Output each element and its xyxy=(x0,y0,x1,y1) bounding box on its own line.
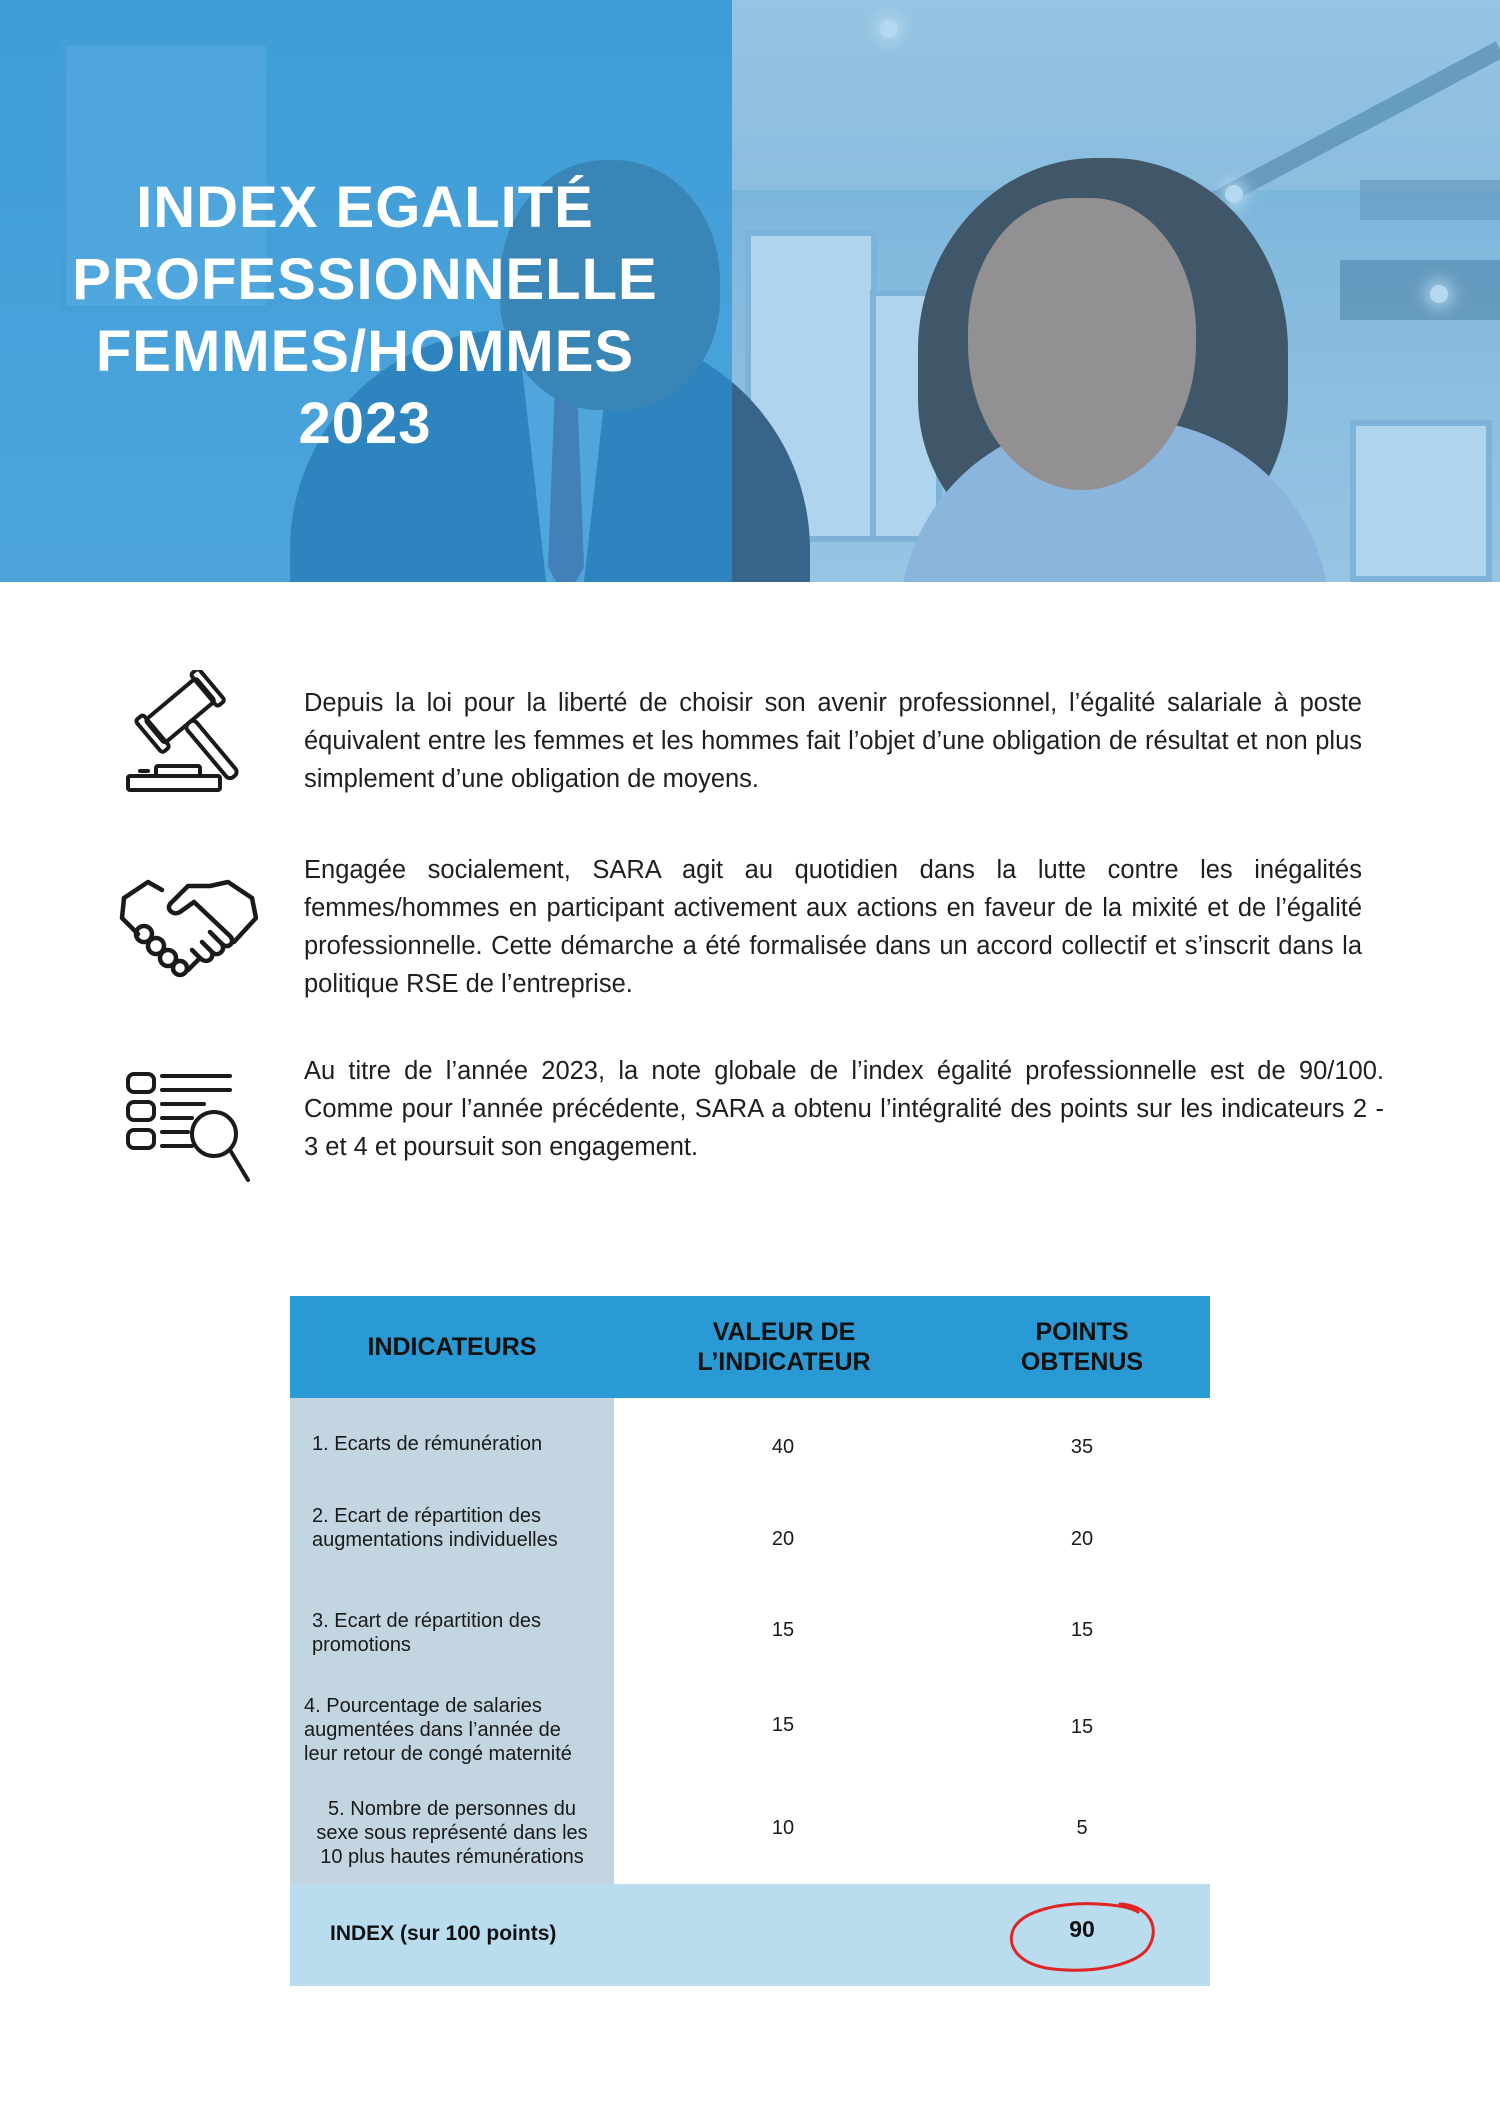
row-value: 40 xyxy=(771,1436,795,1458)
row-points: 15 xyxy=(1070,1716,1094,1738)
row-label-line: 1. Ecarts de rémunération xyxy=(312,1433,543,1455)
gavel-icon xyxy=(118,670,258,800)
row-label-line: 2. Ecart de répartition des xyxy=(312,1505,542,1527)
title-line-1: INDEX EGALITÉ xyxy=(136,175,594,240)
title-line-4: 2023 xyxy=(298,391,432,456)
row-label xyxy=(290,1504,614,1552)
row-value: 15 xyxy=(771,1619,795,1641)
intro-paragraph-3: Au titre de l’année 2023, la note globale de l’index égalité professionnelle est de 90/100. Comme pour l’année précédente, SARA a obtenu l’intégralité des points sur les indicateurs 2 - 3 et 4 et poursuit son engagement. xyxy=(304,1057,1384,1161)
row-label-line: augmentées dans l’année de xyxy=(304,1719,561,1741)
header-value-line-1: VALEUR DE xyxy=(712,1318,856,1346)
intro-paragraph-1: Depuis la loi pour la liberté de choisir son avenir professionnel, l’égalité salariale à poste équivalent entre les femmes et les hommes fait l’objet d’une obligation de résultat et non plus simplement d’une obligation de moyens. xyxy=(304,689,1362,793)
hero-overlay-right xyxy=(732,0,1500,582)
row-label-line: sexe sous représenté dans les xyxy=(316,1822,588,1844)
header-points-line-1: POINTS xyxy=(1035,1318,1129,1346)
header-value-line-2: L’INDICATEUR xyxy=(697,1348,871,1376)
hero-banner xyxy=(0,0,1500,582)
header-points xyxy=(954,1296,1210,1398)
header-points-line-2: OBTENUS xyxy=(1020,1348,1144,1376)
row-label-line: 4. Pourcentage de salaries xyxy=(304,1695,542,1717)
list-search-icon xyxy=(118,1062,258,1192)
page-title xyxy=(20,172,710,460)
table-footer xyxy=(290,1884,1210,1986)
row-value: 10 xyxy=(771,1817,795,1839)
title-line-2: PROFESSIONNELLE xyxy=(72,247,658,312)
row-label xyxy=(290,1797,614,1869)
row-value: 15 xyxy=(771,1714,795,1736)
row-label xyxy=(290,1609,614,1657)
intro-paragraph-2: Engagée socialement, SARA agit au quotidien dans la lutte contre les inégalités femmes/hommes en participant activement aux actions en faveur de la mixité et de l’égalité professionnelle. Cette démarche a été formalisée dans un accord collectif et s’inscrit dans la politique RSE de l’entreprise. xyxy=(304,856,1362,998)
row-label-line: 5. Nombre de personnes du xyxy=(328,1798,576,1820)
row-label-line: 10 plus hautes rémunérations xyxy=(320,1846,584,1868)
row-points: 20 xyxy=(1070,1528,1094,1550)
row-label xyxy=(290,1432,614,1456)
row-value: 20 xyxy=(771,1528,795,1550)
handshake-icon xyxy=(118,860,258,990)
header-indicators: INDICATEURS xyxy=(367,1333,537,1361)
row-points: 5 xyxy=(1076,1817,1088,1839)
row-label-line: 3. Ecart de répartition des xyxy=(312,1610,542,1632)
row-label xyxy=(290,1694,614,1766)
table-header xyxy=(290,1296,1210,1398)
row-points: 35 xyxy=(1070,1436,1094,1458)
row-label-line: augmentations individuelles xyxy=(312,1529,558,1551)
index-total-label: INDEX (sur 100 points) xyxy=(330,1922,557,1945)
title-line-3: FEMMES/HOMMES xyxy=(95,319,635,384)
row-points: 15 xyxy=(1070,1619,1094,1641)
row-label-line: promotions xyxy=(312,1634,411,1656)
header-value xyxy=(614,1296,954,1398)
row-label-line: leur retour de congé maternité xyxy=(304,1743,572,1765)
index-total-score: 90 xyxy=(1069,1916,1095,1942)
